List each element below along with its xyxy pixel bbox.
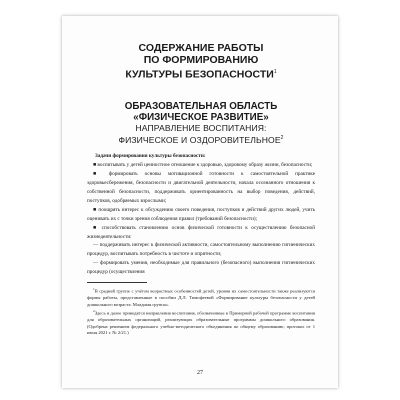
- footnote-2-text: Здесь и далее приводятся направления воспитания, обозначенные в Примерной рабочей программе воспитания для образовательных организаций, реализующих образовательные программы дошкольного образования. (Одобрена решением федерального учебно-методического объединения по общему образованию; протокол от 1 июля 2021 г. № 2/21.): [87, 310, 315, 336]
- footnote-1-text: В средней группе с учётом возрастных особенностей детей, уровня их самостоятельности также реализуются формы работы, представленные в пособии Д.Л. Тимофеевой «Формирование культуры безопасности у детей дошкольного возраста. Младшая группа».: [87, 288, 315, 307]
- section-heading: [87, 101, 315, 123]
- page-number: 27: [197, 370, 203, 376]
- footnote-divider: [87, 282, 147, 283]
- chapter-title-footnote-mark: 1: [273, 69, 277, 75]
- section-footnote-mark: 2: [280, 134, 284, 141]
- section-subheading: [87, 123, 315, 145]
- section-heading-line-2: «ФИЗИЧЕСКОЕ РАЗВИТИЕ»: [133, 111, 269, 123]
- section-subheading-line-2: ФИЗИЧЕСКОЕ И ОЗДОРОВИТЕЛЬНОЕ: [118, 134, 281, 145]
- tasks-heading: Задачи формирования культуры безопасности:: [95, 153, 206, 160]
- footnote-2-mark: 2: [93, 309, 95, 314]
- task-item: ■ поощрять интерес к обсуждению своего поведения, поступков и действий других людей, учить оценивать их с точки зрения соблюдения правил (требований безопасности);: [87, 206, 315, 222]
- footnote-2: [87, 308, 315, 337]
- task-subitem: — поддерживать интерес к физической активности, самостоятельному выполнению гигиенических процедур, воспитывать потребность в чистоте и опрятности;: [87, 242, 315, 258]
- footnotes: [87, 286, 315, 337]
- section-subheading-line-1: НАПРАВЛЕНИЕ ВОСПИТАНИЯ:: [135, 122, 267, 133]
- chapter-title-line-1: СОДЕРЖАНИЕ РАБОТЫ: [138, 42, 264, 54]
- footnote-1-mark: 1: [93, 287, 95, 292]
- task-item: ■ формировать основы мотивационной готовности к самостоятельной практике здоровьесбережения, безопасности и двигательной деятельности, начала осознанного отношения к собственной безопасности, поддерживать ориентированность на выбор поведения, действий, поступков, одобряемых взрослыми;: [87, 171, 315, 204]
- chapter-title-line-3: КУЛЬТУРЫ БЕЗОПАСНОСТИ: [125, 68, 274, 81]
- footnote-1: [87, 286, 315, 308]
- task-item: ■ воспитывать у детей ценностное отношение к здоровью, здоровому образу жизни, безопасности;: [93, 162, 313, 169]
- chapter-title-line-2: ПО ФОРМИРОВАНИЮ: [143, 54, 259, 66]
- section-heading-line-1: ОБРАЗОВАТЕЛЬНАЯ ОБЛАСТЬ: [124, 100, 278, 112]
- book-page: [62, 16, 338, 388]
- task-subitem: — формировать умения, необходимые для правильного (безопасного) выполнения гигиенических процедур (осуществления: [87, 260, 315, 276]
- page-content: [87, 42, 315, 337]
- chapter-title: [87, 42, 315, 81]
- body-text: [87, 152, 315, 277]
- task-item: ■ способствовать становлению основ физической готовности к осуществлению безопасной жизнедеятельности:: [87, 224, 315, 240]
